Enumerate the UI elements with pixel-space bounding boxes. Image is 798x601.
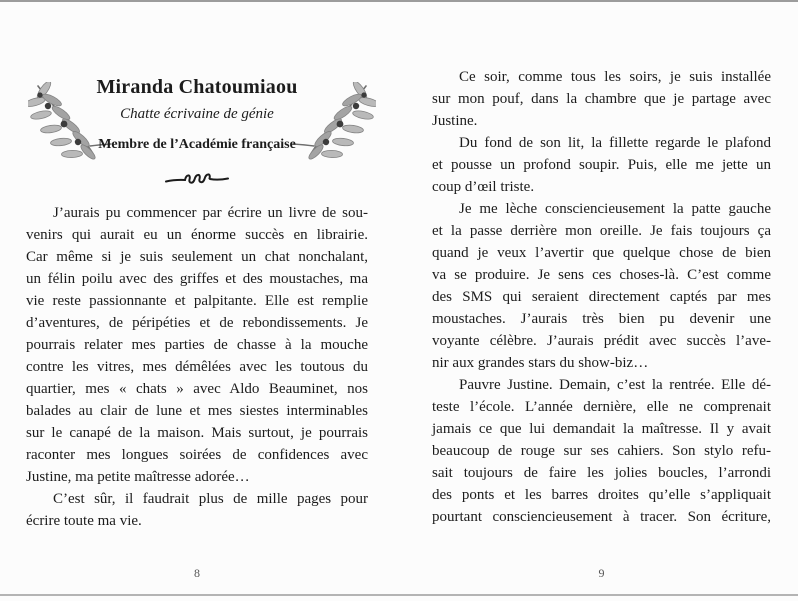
text-line: Pauvre Justine. Demain, c’est la rentrée. Elle dé- [459,377,771,393]
text-line: quand je veux l’avertir que quelque chose de bien [432,245,771,261]
text-line: raconter mes longues soirées de confidences avec [26,447,368,463]
text-line: Justine. [432,113,478,129]
text-line: beaucoup de rouge sur ses cahiers. Son stylo refu- [432,443,771,459]
text-line: teste l’école. L’année dernière, elle ne comprenait [432,399,771,415]
paragraph [432,198,771,374]
text-line: va se produire. Je sens ces choses-là. C’est comme [432,267,771,283]
page-number: 8 [194,566,200,580]
text-line: nir aux grandes stars du show-biz… [432,355,649,371]
text-line: sait toujours de faire les jolies boucles, l’arrondi [432,465,771,481]
paragraph [432,374,771,528]
text-line: J’aurais pu commencer par écrire un livre de sou- [53,205,368,221]
body-text [26,202,368,532]
paragraph [432,132,771,198]
text-line: Du fond de son lit, la fillette regarde le plafond [459,135,771,151]
text-line: quartier, mes « chats » avec Aldo Beauminet, nos [26,381,368,397]
text-line: moustaches. J’aurais très bien pu devenir une [432,311,771,327]
text-line: et pousse un profond soupir. Puis, elle me jette un [432,157,771,173]
text-line: venirs qui aurait eu un énorme succès en librairie. [26,227,368,243]
text-line: des SMS qui seraient directement captés par mes [432,289,771,305]
text-line: jamais ce que lui demandait la maîtresse. Il y avait [432,421,771,437]
text-line: pourrais relater mes parties de chasse à la mouche [26,337,368,353]
text-line: écrire toute ma vie. [26,513,142,529]
chapter-header [26,0,368,200]
text-line: balades au clair de lune et mes siestes interminables [26,403,368,419]
text-line: sur mon pouf, dans la chambre que je partage avec [432,91,771,107]
text-line: Je me lèche consciencieusement la patte gauche [459,201,771,217]
text-line: sur le canapé de la maison. Mais surtout, je pourrais [26,425,368,441]
text-line: Car même si je suis seulement un chat nonchalant, [26,249,368,265]
divider-flourish-icon [26,172,368,193]
paragraph [26,202,368,488]
text-line: Justine, ma petite maîtresse adorée… [26,469,250,485]
text-line: coup d’œil triste. [432,179,535,195]
paragraph [432,66,771,132]
text-line: d’aventures, de péripéties et de rebondissements. Je [26,315,368,331]
left-page [26,0,368,601]
text-line: Ce soir, comme tous les soirs, je suis installée [459,69,771,85]
author-role: Chatte écrivaine de génie [120,106,274,122]
paragraph [26,488,368,532]
text-line: et la passe derrière mon oreille. Je fais toujours ça [432,223,771,239]
text-line: contre les vitres, mes démêlées avec les toutous du [26,359,368,375]
text-line: voyante célèbre. J’aurais prédit avec succès l’ave- [432,333,771,349]
body-text [432,66,771,528]
right-page [432,0,771,601]
page-number: 9 [598,566,605,580]
author-name: Miranda Chatoumiaou [96,76,298,98]
text-line: un félin poilu avec des griffes et des moustaches, ma [26,271,368,287]
author-affiliation: Membre de l’Académie française [98,137,296,152]
text-line: vie reste passionnante et palpitante. Elle est remplie [26,293,368,309]
text-line: pourtant consciencieusement à tracer. Son écriture, [432,509,771,525]
text-line: C’est sûr, il faudrait plus de mille pages pour [53,491,368,507]
text-line: des ponts et les barres droites qu’elle s’appliquait [432,487,771,503]
